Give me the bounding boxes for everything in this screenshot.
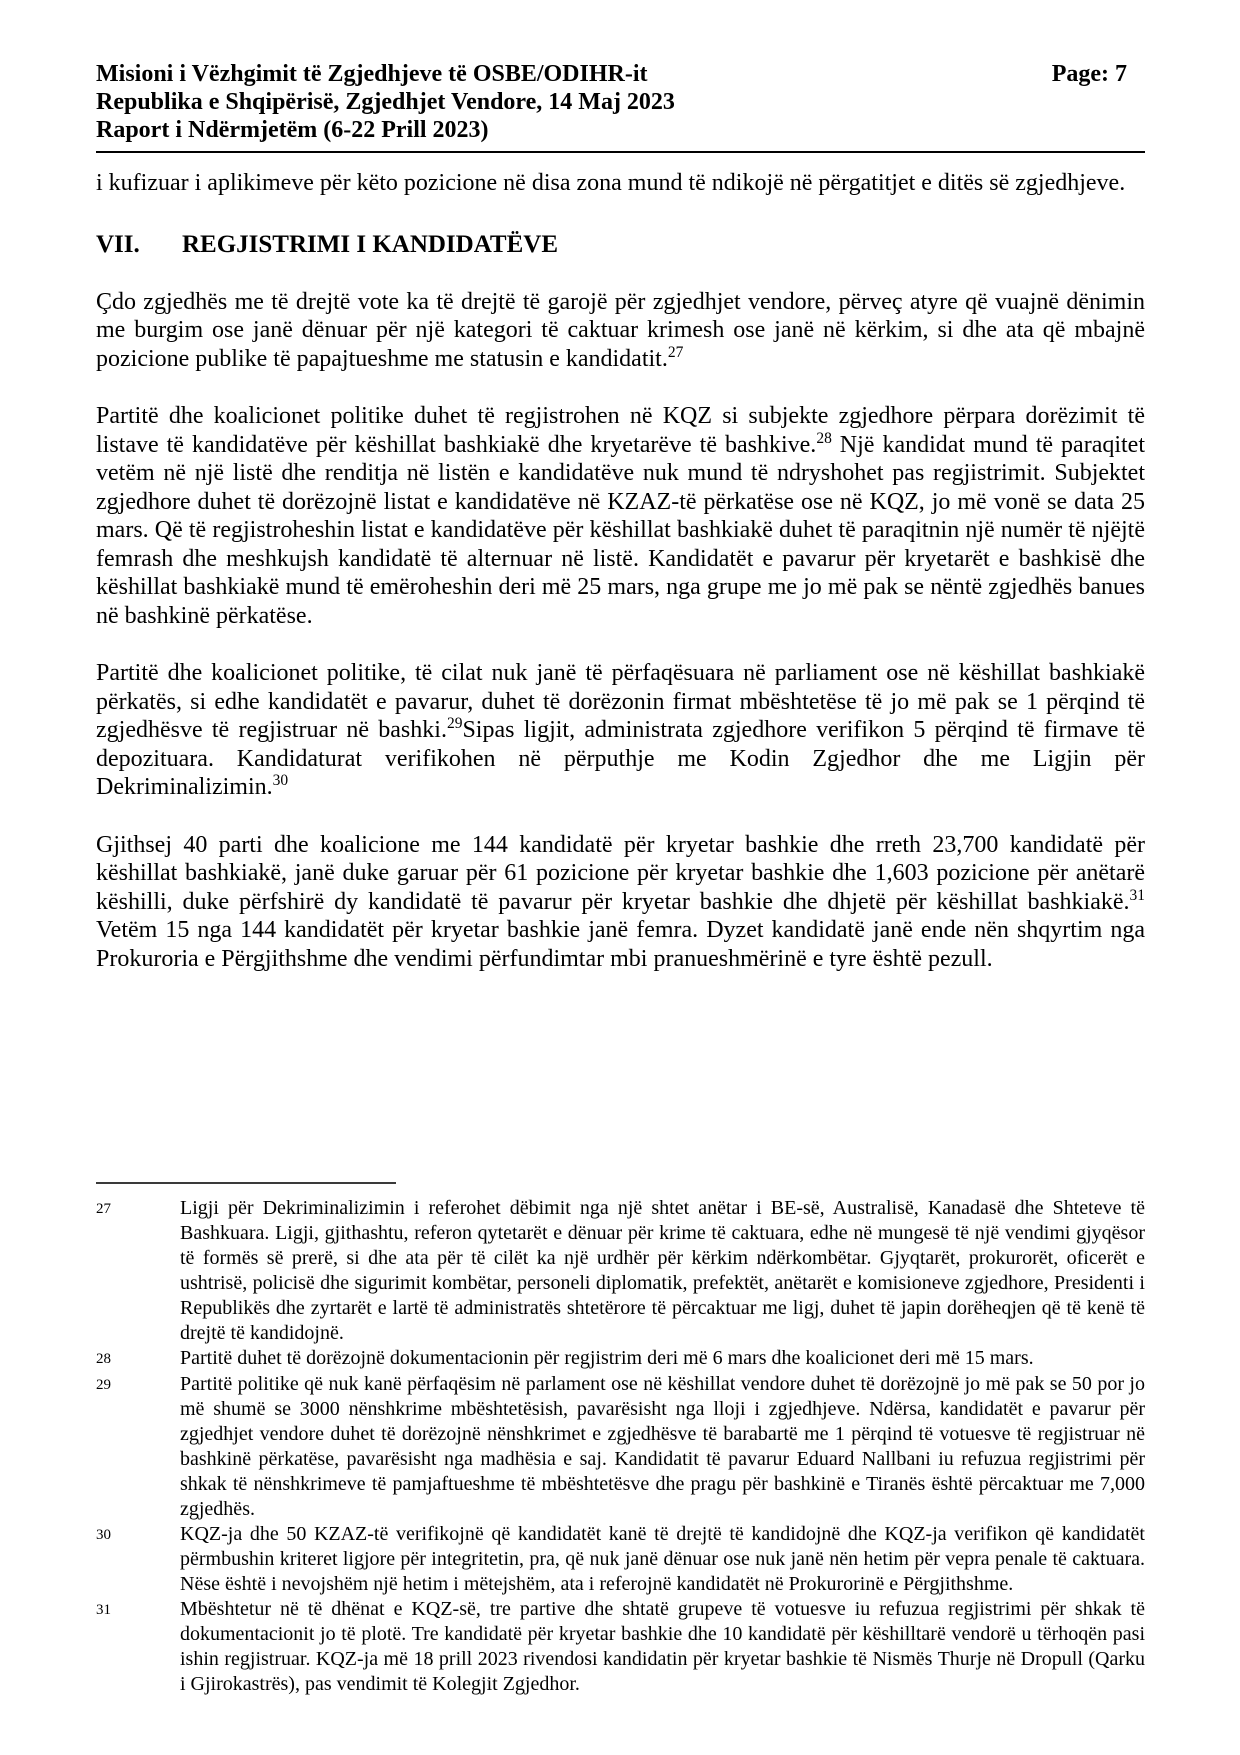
section-number: VII.	[96, 230, 140, 258]
header-line-mission: Misioni i Vëzhgimit të Zgjedhjeve të OSBE/ODIHR-it	[96, 61, 648, 87]
footnote-number: 31	[96, 1602, 111, 1618]
footnote-text: Mbështetur në të dhënat e KQZ-së, tre partive dhe shtatë grupeve të votuesve iu refuzua regjistrimi për shkak të dokumentacionit jo të plotë. Tre kandidatë për kryetar bashkie dhe 10 kandidatë për këshilltarë vendorë u tërhoqën pasi ishin regjistruar. KQZ-ja më 18 prill 2023 rivendosi kandidatin për kryetar bashkie të Nismës Thurje në Dropull (Qarku i Gjirokastrës), pas vendimit të Kolegjit Zgjedhor.	[180, 1598, 1145, 1695]
footnote-ref: 31	[1129, 886, 1145, 904]
page-number: Page: 7	[1051, 61, 1127, 87]
footnote-row	[96, 1196, 1145, 1346]
body-paragraphs	[96, 259, 1145, 974]
footnote-number: 27	[96, 1201, 111, 1217]
header-line-republic: Republika e Shqipërisë, Zgjedhjet Vendore, 14 Maj 2023	[96, 89, 675, 115]
paragraph	[96, 288, 1145, 374]
paragraph	[96, 659, 1145, 802]
paragraph-text: Sipas ligjit, administrata zgjedhore verifikon 5 përqind të firmave të depozituara. Kandidaturat verifikohen në përputhje me Kodin Zgjedhor dhe me Ligjin për Dekriminalizimin.	[96, 717, 1145, 800]
paragraph-text: Gjithsej 40 parti dhe koalicione me 144 kandidatë për kryetar bashkie dhe rreth 23,700 kandidatë për këshillat bashkiakë, janë duke garuar për 61 pozicione për kryetar bashkie dhe 1,603 pozicione për anëtarë këshilli, duke përfshirë dy kandidatë të pavarur për kryetar bashkie dhe dhjetë për këshillat bashkiakë.	[96, 831, 1145, 915]
header-divider	[96, 151, 1145, 153]
section-heading	[96, 230, 1145, 259]
header-line-report: Raport i Ndërmjetëm (6-22 Prill 2023)	[96, 117, 489, 143]
footnote-text: KQZ-ja dhe 50 KZAZ-të verifikojnë që kandidatët kanë të drejtë të kandidojnë dhe KQZ-ja verifikon që kandidatët përmbushin kriteret ligjore për integritetin, pra, që nuk janë dënuar ose nuk janë nën hetim për vepra penale të caktuara. Nëse është i nevojshëm një hetim i mëtejshëm, ata i referojnë kandidatët në Prokurorinë e Përgjithshme.	[180, 1523, 1145, 1595]
footnote-text: Partitë politike që nuk kanë përfaqësim në parlament ose në këshillat vendore duhet të dorëzojnë jo më pak se 50 por jo më shumë se 3000 nënshkrime mbështetësish, pavarësisht nga lloji i zgjedhjeve. Ndërsa, kandidatët e pavarur për zgjedhjet vendore duhet të dorëzojnë nënshkrimet e zgjedhësve të barabartë me 1 përqind të votuesve të regjistruar në bashkinë përkatëse, pavarësisht nga madhësia e saj. Kandidatit të pavarur Eduard Nallbani iu refuzua regjistrimi për shkak të nënshkrimeve të pamjaftueshme të mbështetësve dhe pragu për bashkinë e Tiranës është përcaktuar me 7,000 zgjedhës.	[180, 1373, 1145, 1520]
footnotes-list	[96, 1196, 1145, 1697]
footnote-number: 29	[96, 1377, 111, 1393]
paragraph-text: Vetëm 15 nga 144 kandidatët për kryetar bashkie janë femra. Dyzet kandidatë janë ende nën shqyrtim nga Prokuroria e Përgjithshme dhe vendimi përfundimtar mbi pranueshmërinë e tyre është pezull.	[96, 917, 1145, 972]
footnote-text: Partitë duhet të dorëzojnë dokumentacionin për regjistrim deri më 6 mars dhe koalicionet deri më 15 mars.	[180, 1347, 1034, 1369]
footnote-ref: 29	[446, 715, 463, 732]
footnote-ref: 27	[667, 343, 684, 361]
footnote-ref: 28	[816, 429, 832, 447]
footnote-row	[96, 1346, 1145, 1372]
paragraph	[96, 831, 1145, 974]
footnote-divider	[96, 1182, 396, 1184]
header-title-block	[96, 60, 675, 144]
footnotes-section	[96, 1182, 1145, 1697]
footnote-number: 30	[96, 1527, 111, 1543]
paragraph-text: Partitë dhe koalicionet politike duhet të regjistrohen në KQZ si subjekte zgjedhore përpara dorëzimit të listave të kandidatëve për këshillat bashkiakë dhe kryetarëve të bashkive.	[96, 403, 1145, 458]
paragraph-text: Çdo zgjedhës me të drejtë vote ka të drejtë të garojë për zgjedhjet vendore, përveç atyre që vuajnë dënimin me burgim ose janë dënuar për një kategori të caktuar krimesh ose janë në kërkim, si dhe ata që mbajnë pozicione publike të papajtueshme me statusin e kandidatit.	[96, 288, 1145, 372]
paragraph-text: Partitë dhe koalicionet politike, të cilat nuk janë të përfaqësuara në parliament ose në këshillat bashkiakë përkatës, si edhe kandidatët e pavarur, duhet të dorëzonin firmat mbështetëse të jo më pak se 1 përqind të zgjedhësve të regjistruar në bashki.	[96, 660, 1145, 743]
footnote-number: 28	[96, 1351, 111, 1367]
footnote-row	[96, 1372, 1145, 1522]
paragraph-text: Një kandidat mund të paraqitet vetëm në një listë dhe renditja në listën e kandidatëve nuk mund të ndryshohet pas regjistrimit. Subjektet zgjedhore duhet të dorëzojnë listat e kandidatëve në KZAZ-të përkatëse ose në KQZ, jo më vonë se data 25 mars. Që të regjistroheshin listat e kandidatëve për këshillat bashkiakë duhet të paraqitnin një numër të njëjtë femrash dhe meshkujsh kandidatë të alternuar në listë. Kandidatët e pavarur për kryetarët e bashkisë dhe këshillat bashkiakë mund të emëroheshin deri më 25 mars, nga grupe me jo më pak se nëntë zgjedhës banues në bashkinë përkatëse.	[96, 431, 1146, 629]
footnote-text: Ligji për Dekriminalizimin i referohet dëbimit nga një shtet anëtar i BE-së, Australisë, Kanadasë dhe Shteteve të Bashkuara. Ligji, gjithashtu, referon qytetarët e dënuar për krime të caktuara, edhe në mungesë të një vendimi gjyqësor të formës së prerë, si dhe ata për të cilët ka një urdhër për kërkim ndërkombëtar. Gjyqtarët, prokurorët, oficerët e ushtrisë, policisë dhe sigurimit kombëtar, personeli diplomatik, prefektët, anëtarët e komisioneve zgjedhore, Presidenti i Republikës dhe zyrtarët e lartë të administratës shtetërore të përcaktuar me ligj, duhet të japin dorëheqjen që të kenë të drejtë të kandidojnë.	[180, 1197, 1145, 1344]
footnote-row	[96, 1522, 1145, 1597]
footnote-row	[96, 1597, 1145, 1697]
intro-paragraph: i kufizuar i aplikimeve për këto pozicione në disa zona mund të ndikojë në përgatitjet e ditës së zgjedhjeve.	[96, 170, 1126, 196]
paragraph	[96, 402, 1145, 630]
footnote-ref: 30	[272, 772, 289, 789]
page-header	[96, 60, 1145, 144]
section-title: REGJISTRIMI I KANDIDATËVE	[182, 230, 558, 258]
